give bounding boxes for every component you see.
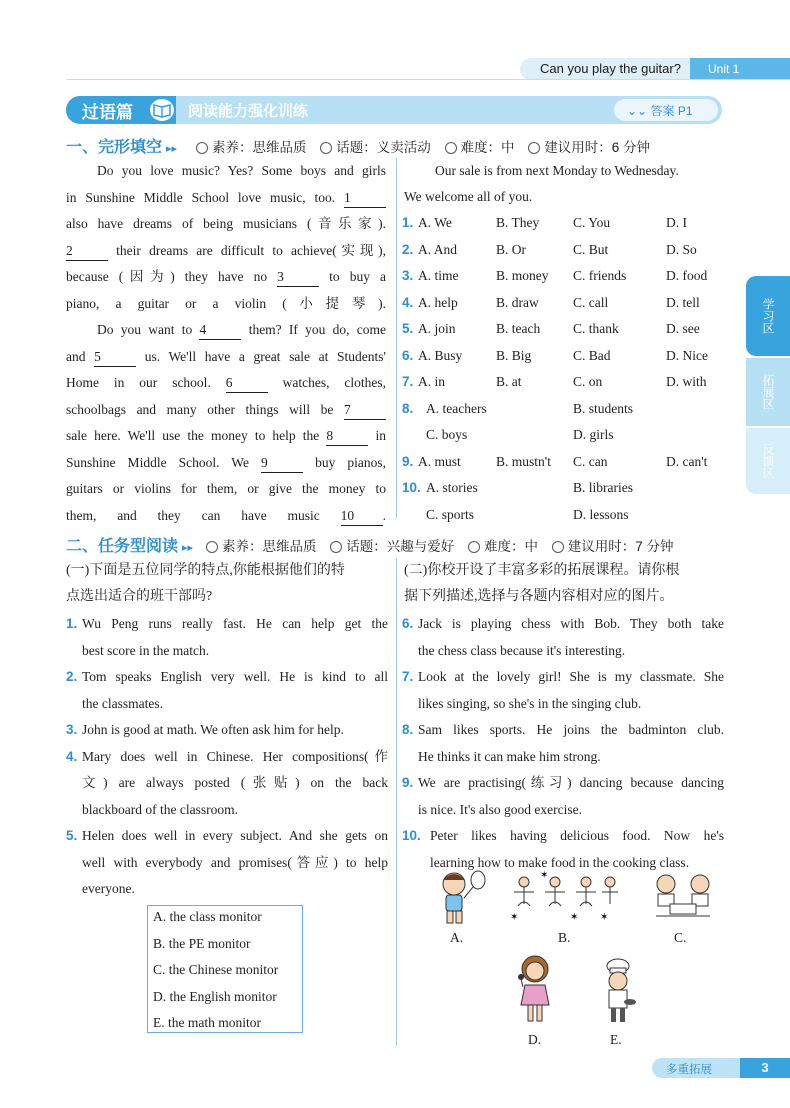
unit-badge: Unit 1: [690, 58, 790, 80]
item-text: well with everybody and promises(答应) to help: [82, 854, 388, 870]
monitor-option: D. the English monitor: [153, 988, 277, 1004]
passage-line: [66, 370, 386, 396]
item-text: We are practising(练习) dancing because dancing: [418, 775, 724, 790]
section2-title: 二、任务型阅读 ▸▸: [66, 538, 194, 555]
question-number: 1.: [402, 215, 414, 230]
passage-line: [66, 264, 386, 290]
option: B. at: [496, 374, 522, 389]
passage-text: guitars or violins for them, or give the money to: [66, 481, 386, 496]
literacy-icon: [196, 142, 208, 154]
option: A. And: [418, 241, 458, 257]
time-icon: [552, 541, 564, 553]
cloze-blank: 3: [277, 268, 319, 287]
item-text: blackboard of the classroom.: [82, 801, 238, 817]
item-text: best score in the match.: [82, 642, 210, 658]
item-number: 10.: [402, 828, 421, 843]
item-text: Look at the lovely girl! She is my classmate. She: [418, 669, 724, 684]
side-tab-feedback[interactable]: 反馈区: [746, 428, 790, 494]
passage-line: [66, 423, 386, 449]
option: D. Nice: [666, 347, 708, 363]
option: C. You: [573, 215, 611, 230]
passage-line: [66, 397, 386, 423]
passage-text: us. We'll have a great sale at Students': [136, 348, 386, 364]
passage-line: [66, 476, 386, 502]
chef-boy-picture: [598, 958, 638, 1026]
item-number: 9.: [402, 775, 414, 790]
passage-text: also have dreams of being musicians (音乐家).: [66, 216, 386, 231]
option: B. Or: [496, 241, 526, 257]
item-text: He thinks it can make him strong.: [418, 748, 601, 764]
passage-line: [66, 291, 386, 317]
cloze-blank: 9: [261, 454, 303, 473]
svg-text:✶: ✶: [510, 912, 519, 923]
option: A. Busy: [418, 347, 463, 363]
page-number: 3: [740, 1058, 790, 1078]
option: B. libraries: [573, 480, 633, 495]
item-number: 3.: [66, 722, 78, 737]
book-icon: [148, 97, 176, 123]
item-number: 7.: [402, 669, 414, 684]
cloze-blank: 2: [66, 242, 108, 261]
question-number: 4.: [402, 294, 414, 310]
option: A. join: [418, 321, 456, 336]
item-text: 文) are always posted (张贴) on the back: [82, 775, 388, 790]
item-text: Tom speaks English very well. He is kind to all: [82, 669, 388, 684]
section1-title: 一、完形填空 ▸▸: [66, 139, 178, 156]
column-divider-2: [396, 558, 397, 1046]
topic-icon: [330, 541, 342, 553]
picture-label-e: E.: [610, 1032, 622, 1047]
picture-label-c: C.: [674, 930, 687, 945]
option: A. help: [418, 294, 458, 310]
play-arrow-icon: ▸▸: [182, 542, 194, 554]
item-text: everyone.: [82, 881, 135, 896]
section1-meta: 素养：思维品质 话题：义卖活动 难度：中 建议用时：6 分钟: [186, 136, 650, 156]
option: D. lessons: [573, 506, 629, 522]
picture-label-a: A.: [450, 930, 464, 945]
play-arrow-icon: ▸▸: [166, 143, 178, 155]
item-number: 1.: [66, 616, 78, 631]
option: B. mustn't: [496, 453, 551, 469]
right-intro-2: 据下列描述,选择与各题内容相对应的图片。: [404, 589, 674, 604]
option: C. thank: [573, 321, 619, 336]
picture-label-b: B.: [558, 930, 571, 945]
option: A. time: [418, 268, 459, 283]
item-text: learning how to make food in the cooking class.: [430, 854, 690, 870]
monitor-option: C. the Chinese monitor: [153, 962, 279, 977]
passage-line: [66, 450, 386, 476]
passage-text: piano, a guitar or a violin (小提琴).: [66, 295, 386, 311]
item-text: Sam likes sports. He joins the badminton club.: [418, 722, 724, 737]
passage-text: Do you want to: [97, 322, 200, 337]
passage-text: watches, clothes,: [267, 375, 386, 390]
item-number: 2.: [66, 669, 78, 684]
option: A. in: [418, 374, 445, 389]
svg-text:✶: ✶: [600, 912, 609, 923]
passage-line: [66, 344, 386, 370]
passage-text: schoolbags and many other things will be: [66, 401, 344, 417]
passage-text: them, and they can have music: [66, 507, 341, 523]
item-text: Peter likes having delicious food. Now he's: [430, 828, 724, 843]
item-text: the chess class because it's interesting.: [418, 642, 626, 658]
passage-text: buy pianos,: [303, 454, 386, 470]
option: C. But: [573, 241, 609, 257]
svg-text:✶: ✶: [540, 870, 549, 881]
difficulty-icon: [445, 142, 457, 154]
option: A. We: [418, 215, 452, 230]
cloze-blank: 10: [341, 507, 383, 526]
option: C. on: [573, 374, 603, 389]
question-number: 9.: [402, 453, 414, 469]
option: D. with: [666, 374, 707, 389]
cloze-blank: 5: [94, 348, 136, 367]
option: B. Big: [496, 347, 532, 363]
sale-line-1: Our sale is from next Monday to Wednesday.: [435, 163, 679, 178]
literacy-icon: [206, 541, 218, 553]
option: B. teach: [496, 321, 541, 336]
header-divider: [66, 79, 790, 80]
passage-text: Sunshine Middle School. We: [66, 454, 262, 470]
passage-line: [66, 503, 386, 529]
passage-line: [66, 185, 386, 211]
option: B. draw: [496, 294, 539, 310]
cloze-blank: 1: [344, 189, 386, 208]
column-divider: [396, 158, 397, 518]
question-number: 2.: [402, 241, 414, 257]
passage-line: [97, 158, 386, 184]
item-number: 8.: [402, 722, 414, 737]
side-tab-study[interactable]: 学习区: [746, 276, 790, 356]
option: B. They: [496, 215, 540, 230]
passage-text: Home in our school.: [66, 375, 226, 390]
option: D. see: [666, 321, 700, 336]
time-icon: [528, 142, 540, 154]
passage-line: [66, 238, 386, 264]
passage-text: to buy a: [319, 269, 386, 284]
passage-text: because (因为) they have no: [66, 269, 278, 284]
option: D. girls: [573, 427, 614, 442]
passage-line: [66, 211, 386, 237]
item-text: likes singing, so she's in the singing club.: [418, 695, 642, 711]
passage-text: sale here. We'll use the money to help the: [66, 428, 327, 443]
banner-subtitle: 阅读能力强化训练: [188, 103, 309, 120]
question-number: 10.: [402, 480, 421, 495]
option: D. So: [666, 241, 697, 257]
option: C. boys: [426, 427, 468, 442]
question-number: 5.: [402, 321, 414, 336]
option: C. Bad: [573, 347, 611, 363]
option: D. food: [666, 268, 708, 283]
picture-label-d: D.: [528, 1032, 542, 1047]
item-number: 5.: [66, 828, 78, 843]
option: D. can't: [666, 453, 708, 469]
topic-icon: [320, 142, 332, 154]
option: C. sports: [426, 506, 475, 522]
cloze-blank: 6: [226, 374, 268, 393]
double-chevron-icon: ⌄⌄: [627, 104, 648, 118]
left-intro-2: 点选出适合的班干部吗?: [66, 589, 213, 604]
item-text: John is good at math. We often ask him for help.: [82, 722, 344, 737]
question-number: 8.: [402, 400, 414, 416]
side-tab-extend[interactable]: 拓展区: [746, 358, 790, 426]
badminton-boy-picture: [428, 868, 488, 928]
difficulty-icon: [468, 541, 480, 553]
monitor-option: A. the class monitor: [153, 909, 262, 924]
option: C. can: [573, 453, 608, 469]
answer-label: 答案: [650, 104, 675, 118]
question-number: 3.: [402, 268, 414, 283]
cloze-blank: 7: [344, 401, 386, 420]
section2-meta: 素养：思维品质 话题：兴趣与爱好 难度：中 建议用时：7 分钟: [196, 535, 674, 555]
option: A. must: [418, 453, 461, 469]
question-number: 6.: [402, 347, 414, 363]
passage-text: them? If you do, come: [241, 322, 386, 337]
item-text: Jack is playing chess with Bob. They both take: [418, 616, 724, 631]
monitor-option: E. the math monitor: [153, 1015, 261, 1030]
passage-line: [97, 317, 386, 343]
dancers-picture: [510, 870, 620, 925]
passage-text: in: [368, 428, 386, 443]
passage-text: their dreams are difficult to achieve(实现),: [108, 242, 386, 258]
option: B. students: [573, 400, 634, 416]
passage-text: .: [382, 507, 386, 523]
item-text: Wu Peng runs really fast. He can help get the: [82, 616, 388, 631]
passage-text: Do you love music? Yes? Some boys and girls: [97, 163, 386, 178]
item-text: is nice. It's also good exercise.: [418, 801, 583, 817]
passage-text: and: [66, 348, 95, 364]
item-text: Mary does well in Chinese. Her compositions(作: [82, 748, 388, 764]
option: C. friends: [573, 268, 627, 283]
option: A. teachers: [426, 400, 487, 416]
option: A. stories: [426, 480, 478, 495]
passage-text: in Sunshine Middle School love music, too.: [66, 189, 344, 205]
question-number: 7.: [402, 374, 414, 389]
monitor-option: B. the PE monitor: [153, 935, 251, 951]
cloze-blank: 4: [199, 321, 241, 340]
item-number: 6.: [402, 616, 414, 631]
banner-title: 过语篇: [82, 103, 133, 122]
option: B. money: [496, 268, 549, 283]
item-number: 4.: [66, 748, 78, 764]
item-text: the classmates.: [82, 695, 163, 711]
item-text: Helen does well in every subject. And she gets on: [82, 828, 388, 843]
footer-label: 多重拓展: [666, 1064, 712, 1076]
answer-page: P1: [677, 104, 693, 118]
chess-players-picture: [652, 872, 714, 922]
cloze-blank: 8: [326, 427, 368, 446]
option: C. call: [573, 294, 609, 310]
sale-line-2: We welcome all of you.: [404, 189, 533, 204]
option: D. tell: [666, 294, 700, 310]
unit-title: Can you play the guitar?: [540, 61, 681, 76]
option: D. I: [666, 215, 687, 230]
singing-girl-picture: [515, 953, 555, 1025]
left-intro-1: (一)下面是五位同学的特点,你能根据他们的特: [66, 563, 345, 578]
svg-text:✶: ✶: [570, 912, 579, 923]
answer-link[interactable]: [627, 102, 693, 119]
right-intro-1: (二)你校开设了丰富多彩的拓展课程。请你根: [404, 563, 680, 578]
